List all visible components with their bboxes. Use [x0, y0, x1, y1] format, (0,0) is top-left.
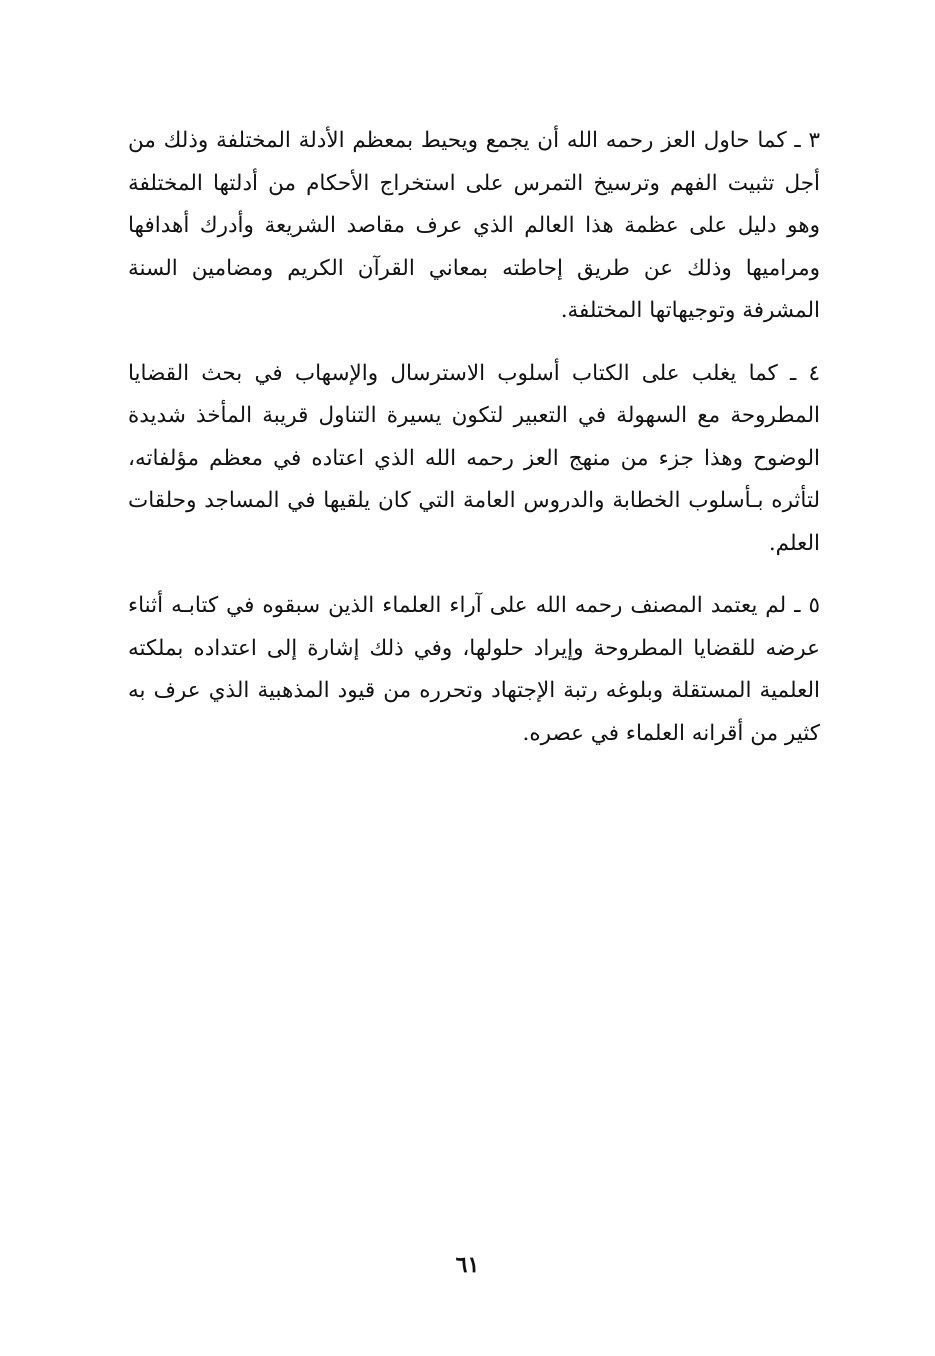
paragraph-5: ٥ ـ لم يعتمد المصنف رحمه الله على آراء العلماء الذين سبقوه في كتابـه أثناء عرضه للقضايا المطروحة وإيراد حلولها، وفي ذلك إشارة إلى اعتداده بملكته العلمية المستقلة وبلوغه رتبة الإجتهاد وتحرره من قيود المذهبية الذي عرف به كثير من أقرانه العلماء في عصره.: [128, 593, 820, 746]
paragraph-3: ٣ ـ كما حاول العز رحمه الله أن يجمع ويحيط بمعظم الأدلة المختلفة وذلك من أجل تثبيت الفهم وترسيخ التمرس على استخراج الأحكام من أدلتها المختلفة وهو دليل على عظمة هذا العالم الذي عرف مقاصد الشريعة وأدرك أهدافها ومراميها وذلك عن طريق إحاطته بمعاني القرآن الكريم ومضامين السنة المشرفة وتوجيهاتها المختلفة.: [128, 128, 820, 323]
page-number: ٦١: [455, 1252, 480, 1278]
body-text: [128, 120, 820, 775]
paragraph-4: ٤ ـ كما يغلب على الكتاب أسلوب الاسترسال والإسهاب في بحث القضايا المطروحة مع السهولة في التعبير لتكون يسيرة التناول قريبة المأخذ شديدة الوضوح وهذا جزء من منهج العز رحمه الله الذي اعتاده في معظم مؤلفاته، لتأثره بـأسلوب الخطابة والدروس العامة التي كان يلقيها في المساجد وحلقات العلم.: [128, 360, 820, 556]
